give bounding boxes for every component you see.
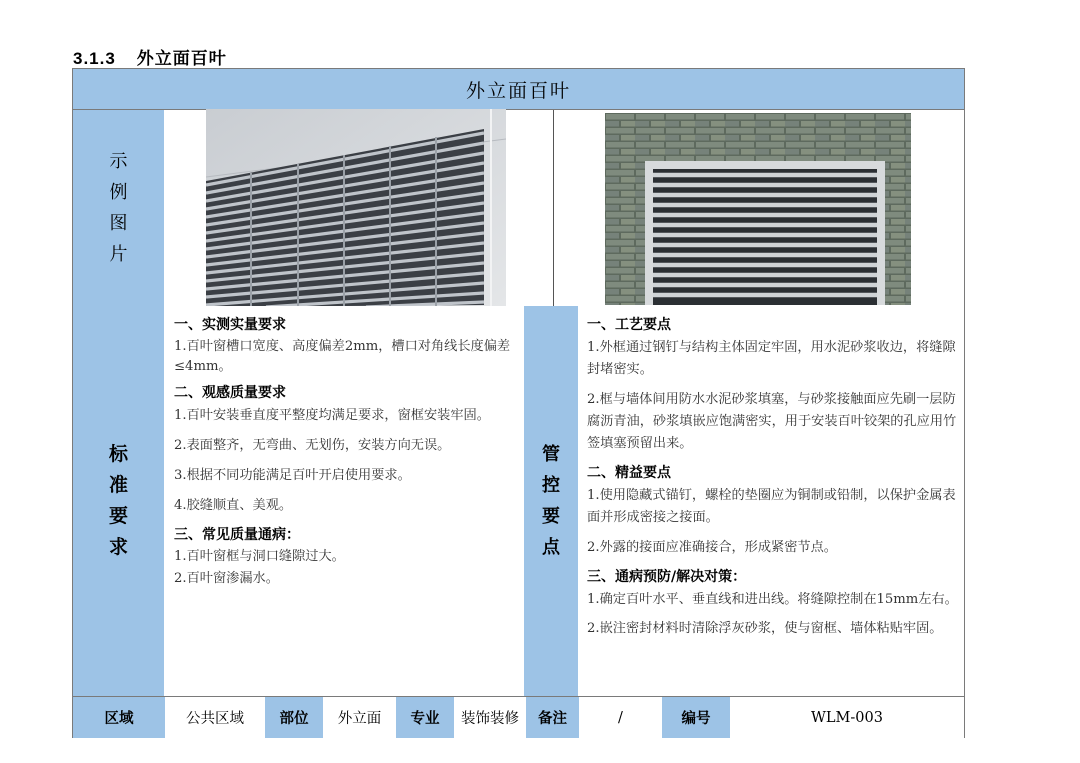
note-label: 备注 — [526, 697, 579, 738]
standards-side-label — [73, 306, 164, 696]
appearance-item: 1.百叶安装垂直度平整度均满足要求，窗框安装牢固。 — [174, 408, 490, 423]
section-title: 外立面百叶 — [136, 49, 227, 69]
standards-column — [165, 306, 524, 696]
label-char: 准 — [108, 474, 128, 496]
appearance-item: 4.胶缝顺直、美观。 — [174, 498, 293, 513]
code-label: 编号 — [662, 697, 730, 738]
process-item: 2.框与墙体间用防水水泥砂浆填塞，与砂浆接触面应先刷一层防 腐沥青油，砂浆填嵌应饱满密实，用于安装百叶铰架的孔应用竹 签填塞预留出来。 — [587, 392, 957, 451]
label-char: 片 — [109, 244, 128, 265]
section-heading — [73, 44, 227, 69]
label-char: 管 — [542, 444, 560, 465]
measurement-heading: 一、实测实量要求 — [174, 317, 286, 333]
label-char: 示 — [109, 151, 128, 172]
appearance-heading: 二、观感质量要求 — [174, 385, 286, 401]
section-number: 3.1.3 — [73, 49, 116, 68]
framed-louver-photo — [605, 113, 911, 305]
appearance-item: 3.根据不同功能满足百叶开启使用要求。 — [174, 468, 411, 483]
major-value: 装饰装修 — [454, 697, 526, 738]
lean-item: 1.使用隐藏式锚钉，螺栓的垫圈应为铜制或铅制，以保护金属表 面并形成密接之接面。 — [587, 488, 956, 525]
label-char: 要 — [108, 505, 128, 527]
table-title: 外立面百叶 — [73, 69, 964, 110]
label-char: 点 — [542, 537, 560, 558]
control-side-label — [524, 306, 578, 696]
appearance-item: 2.表面整齐，无弯曲、无划伤，安装方向无误。 — [174, 438, 451, 453]
label-char: 要 — [542, 506, 560, 527]
photo-cell-left — [164, 110, 554, 306]
defect-item: 1.百叶窗框与洞口缝隙过大。 — [174, 549, 345, 564]
label-char: 例 — [109, 182, 128, 203]
photo-side-label — [73, 110, 164, 306]
footer-row — [73, 696, 964, 738]
major-label: 专业 — [396, 697, 454, 738]
prevention-heading: 三、通病预防/解决对策： — [587, 569, 747, 585]
label-char: 控 — [542, 475, 560, 496]
process-item: 1.外框通过钢钉与结构主体固定牢固，用水泥砂浆收边，将缝隙封堵密实。 — [587, 340, 956, 377]
note-value: / — [579, 697, 662, 738]
measurement-item: 1.百叶窗槽口宽度、高度偏差2mm，槽口对角线长度偏差≤4mm。 — [174, 339, 511, 374]
prevention-item: 1.确定百叶水平、垂直线和进出线。将缝隙控制在15mm左右。 — [587, 592, 958, 607]
part-label: 部位 — [265, 697, 323, 738]
facade-louver-photo — [206, 109, 506, 307]
lean-heading: 二、精益要点 — [587, 465, 671, 481]
label-char: 图 — [109, 213, 128, 234]
photo-cell-right — [554, 110, 964, 306]
control-column — [579, 306, 964, 696]
spec-sheet — [72, 68, 965, 738]
defect-item: 2.百叶窗渗漏水。 — [174, 571, 279, 586]
lean-item: 2.外露的接面应准确接合，形成紧密节点。 — [587, 540, 837, 555]
code-value: WLM-003 — [730, 697, 964, 738]
label-char: 标 — [108, 443, 128, 465]
defects-heading: 三、常见质量通病： — [174, 527, 300, 543]
process-heading: 一、工艺要点 — [587, 317, 671, 333]
label-char: 求 — [108, 536, 128, 558]
part-value: 外立面 — [323, 697, 396, 738]
area-value: 公共区域 — [165, 697, 265, 738]
area-label: 区域 — [73, 697, 165, 738]
prevention-item: 2.嵌注密封材料时清除浮灰砂浆，使与窗框、墙体粘贴牢固。 — [587, 621, 943, 636]
